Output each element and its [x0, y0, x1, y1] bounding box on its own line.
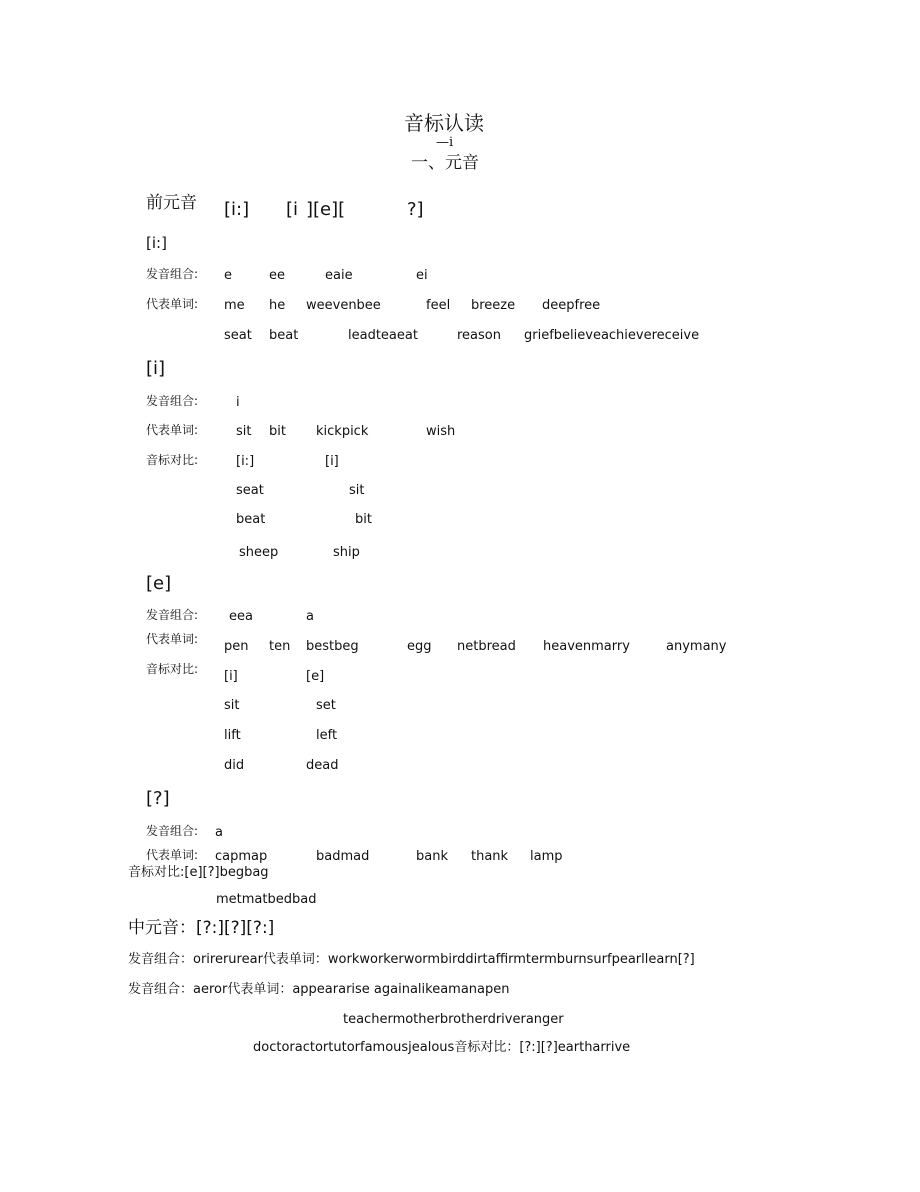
front-symbol-3: ][e][	[306, 199, 346, 220]
central-line-4: doctoractortutorfamousjealous音标对比：[?:][?]eartharrive	[253, 1040, 631, 1055]
i-long-combo: ee	[269, 268, 285, 283]
i-short-word: bit	[269, 424, 286, 439]
compare-word: seat	[236, 483, 264, 498]
i-long-word: reason	[457, 328, 501, 343]
i-long-word: breeze	[471, 298, 516, 313]
i-long-word: leadteaeat	[348, 328, 418, 343]
e-compare-head: [e]	[306, 669, 325, 684]
i-long-combo: e	[224, 268, 232, 283]
e-word: anymany	[666, 639, 727, 654]
e-combo: eea	[229, 609, 253, 624]
i-short-compare-label: 音标对比:	[146, 453, 199, 467]
compare-word: bit	[355, 512, 372, 527]
i-short-combo: i	[236, 395, 240, 410]
i-long-combo: ei	[416, 268, 428, 283]
i-long-word: griefbelieveachievereceive	[524, 328, 700, 343]
ae-compare-line-2: metmatbedbad	[216, 892, 317, 907]
front-symbol-2: [i	[286, 199, 299, 220]
i-short-compare-head: [i:]	[236, 454, 255, 469]
e-word: netbread	[457, 639, 516, 654]
front-symbol-4: ?]	[407, 199, 424, 220]
i-short-heading: [i]	[146, 358, 166, 379]
central-vowel-heading: 中元音：[?:][?][?:]	[128, 918, 275, 938]
ae-word: thank	[471, 849, 509, 864]
front-vowel-label: 前元音	[146, 193, 197, 213]
compare-word: dead	[306, 758, 339, 773]
front-symbol-1: [i:]	[224, 199, 250, 220]
compare-word: did	[224, 758, 245, 773]
page-title: 音标认读	[404, 111, 484, 135]
ae-combo: a	[215, 825, 223, 840]
i-long-word: beat	[269, 328, 299, 343]
compare-word: lift	[224, 728, 241, 743]
e-compare-label: 音标对比:	[146, 662, 199, 676]
e-words-label: 代表单词:	[146, 632, 199, 646]
e-combo: a	[306, 609, 314, 624]
ae-word: bank	[416, 849, 448, 864]
ae-words-label: 代表单词:	[146, 848, 199, 862]
i-long-word: he	[269, 298, 286, 313]
i-short-word: kickpick	[316, 424, 369, 439]
e-word: bestbeg	[306, 639, 359, 654]
e-combo-label: 发音组合:	[146, 608, 199, 622]
central-line-1: 发音组合：orirerurear代表单词：workworkerwormbirddirtaffirmtermburnsurfpearllearn[?]	[128, 952, 695, 967]
i-short-compare-head: [i]	[325, 454, 339, 469]
i-short-word: sit	[236, 424, 252, 439]
i-long-words-label: 代表单词:	[146, 297, 199, 311]
e-word: pen	[224, 639, 249, 654]
ae-word: lamp	[530, 849, 563, 864]
i-long-heading: [i:]	[146, 234, 167, 252]
ae-word: badmad	[316, 849, 370, 864]
compare-word: ship	[333, 545, 360, 560]
section-heading: 一、元音	[411, 153, 479, 173]
e-word: ten	[269, 639, 291, 654]
central-line-2: 发音组合：aeror代表单词：appeararise againalikeamanapen	[128, 982, 510, 997]
i-short-words-label: 代表单词:	[146, 423, 199, 437]
page-subtitle: —i	[436, 135, 454, 150]
ae-compare-line: 音标对比:[e][?]begbag	[128, 865, 269, 880]
compare-word: sit	[349, 483, 365, 498]
i-short-word: wish	[426, 424, 456, 439]
i-long-combo: eaie	[325, 268, 353, 283]
i-long-word: feel	[426, 298, 451, 313]
compare-word: beat	[236, 512, 266, 527]
e-word: egg	[407, 639, 432, 654]
i-long-combo-label: 发音组合:	[146, 267, 199, 281]
compare-word: left	[316, 728, 338, 743]
central-line-3: teachermotherbrotherdriveranger	[343, 1012, 564, 1027]
e-word: heavenmarry	[543, 639, 630, 654]
compare-word: sit	[224, 698, 240, 713]
i-short-combo-label: 发音组合:	[146, 394, 199, 408]
e-compare-head: [i]	[224, 669, 238, 684]
i-long-word: deepfree	[542, 298, 601, 313]
ae-word: capmap	[215, 849, 268, 864]
compare-word: set	[316, 698, 336, 713]
e-heading: [e]	[146, 573, 172, 594]
i-long-word: weevenbee	[306, 298, 381, 313]
ae-combo-label: 发音组合:	[146, 824, 199, 838]
compare-word: sheep	[239, 545, 279, 560]
ae-heading: [?]	[146, 788, 170, 809]
i-long-word: seat	[224, 328, 252, 343]
i-long-word: me	[224, 298, 245, 313]
